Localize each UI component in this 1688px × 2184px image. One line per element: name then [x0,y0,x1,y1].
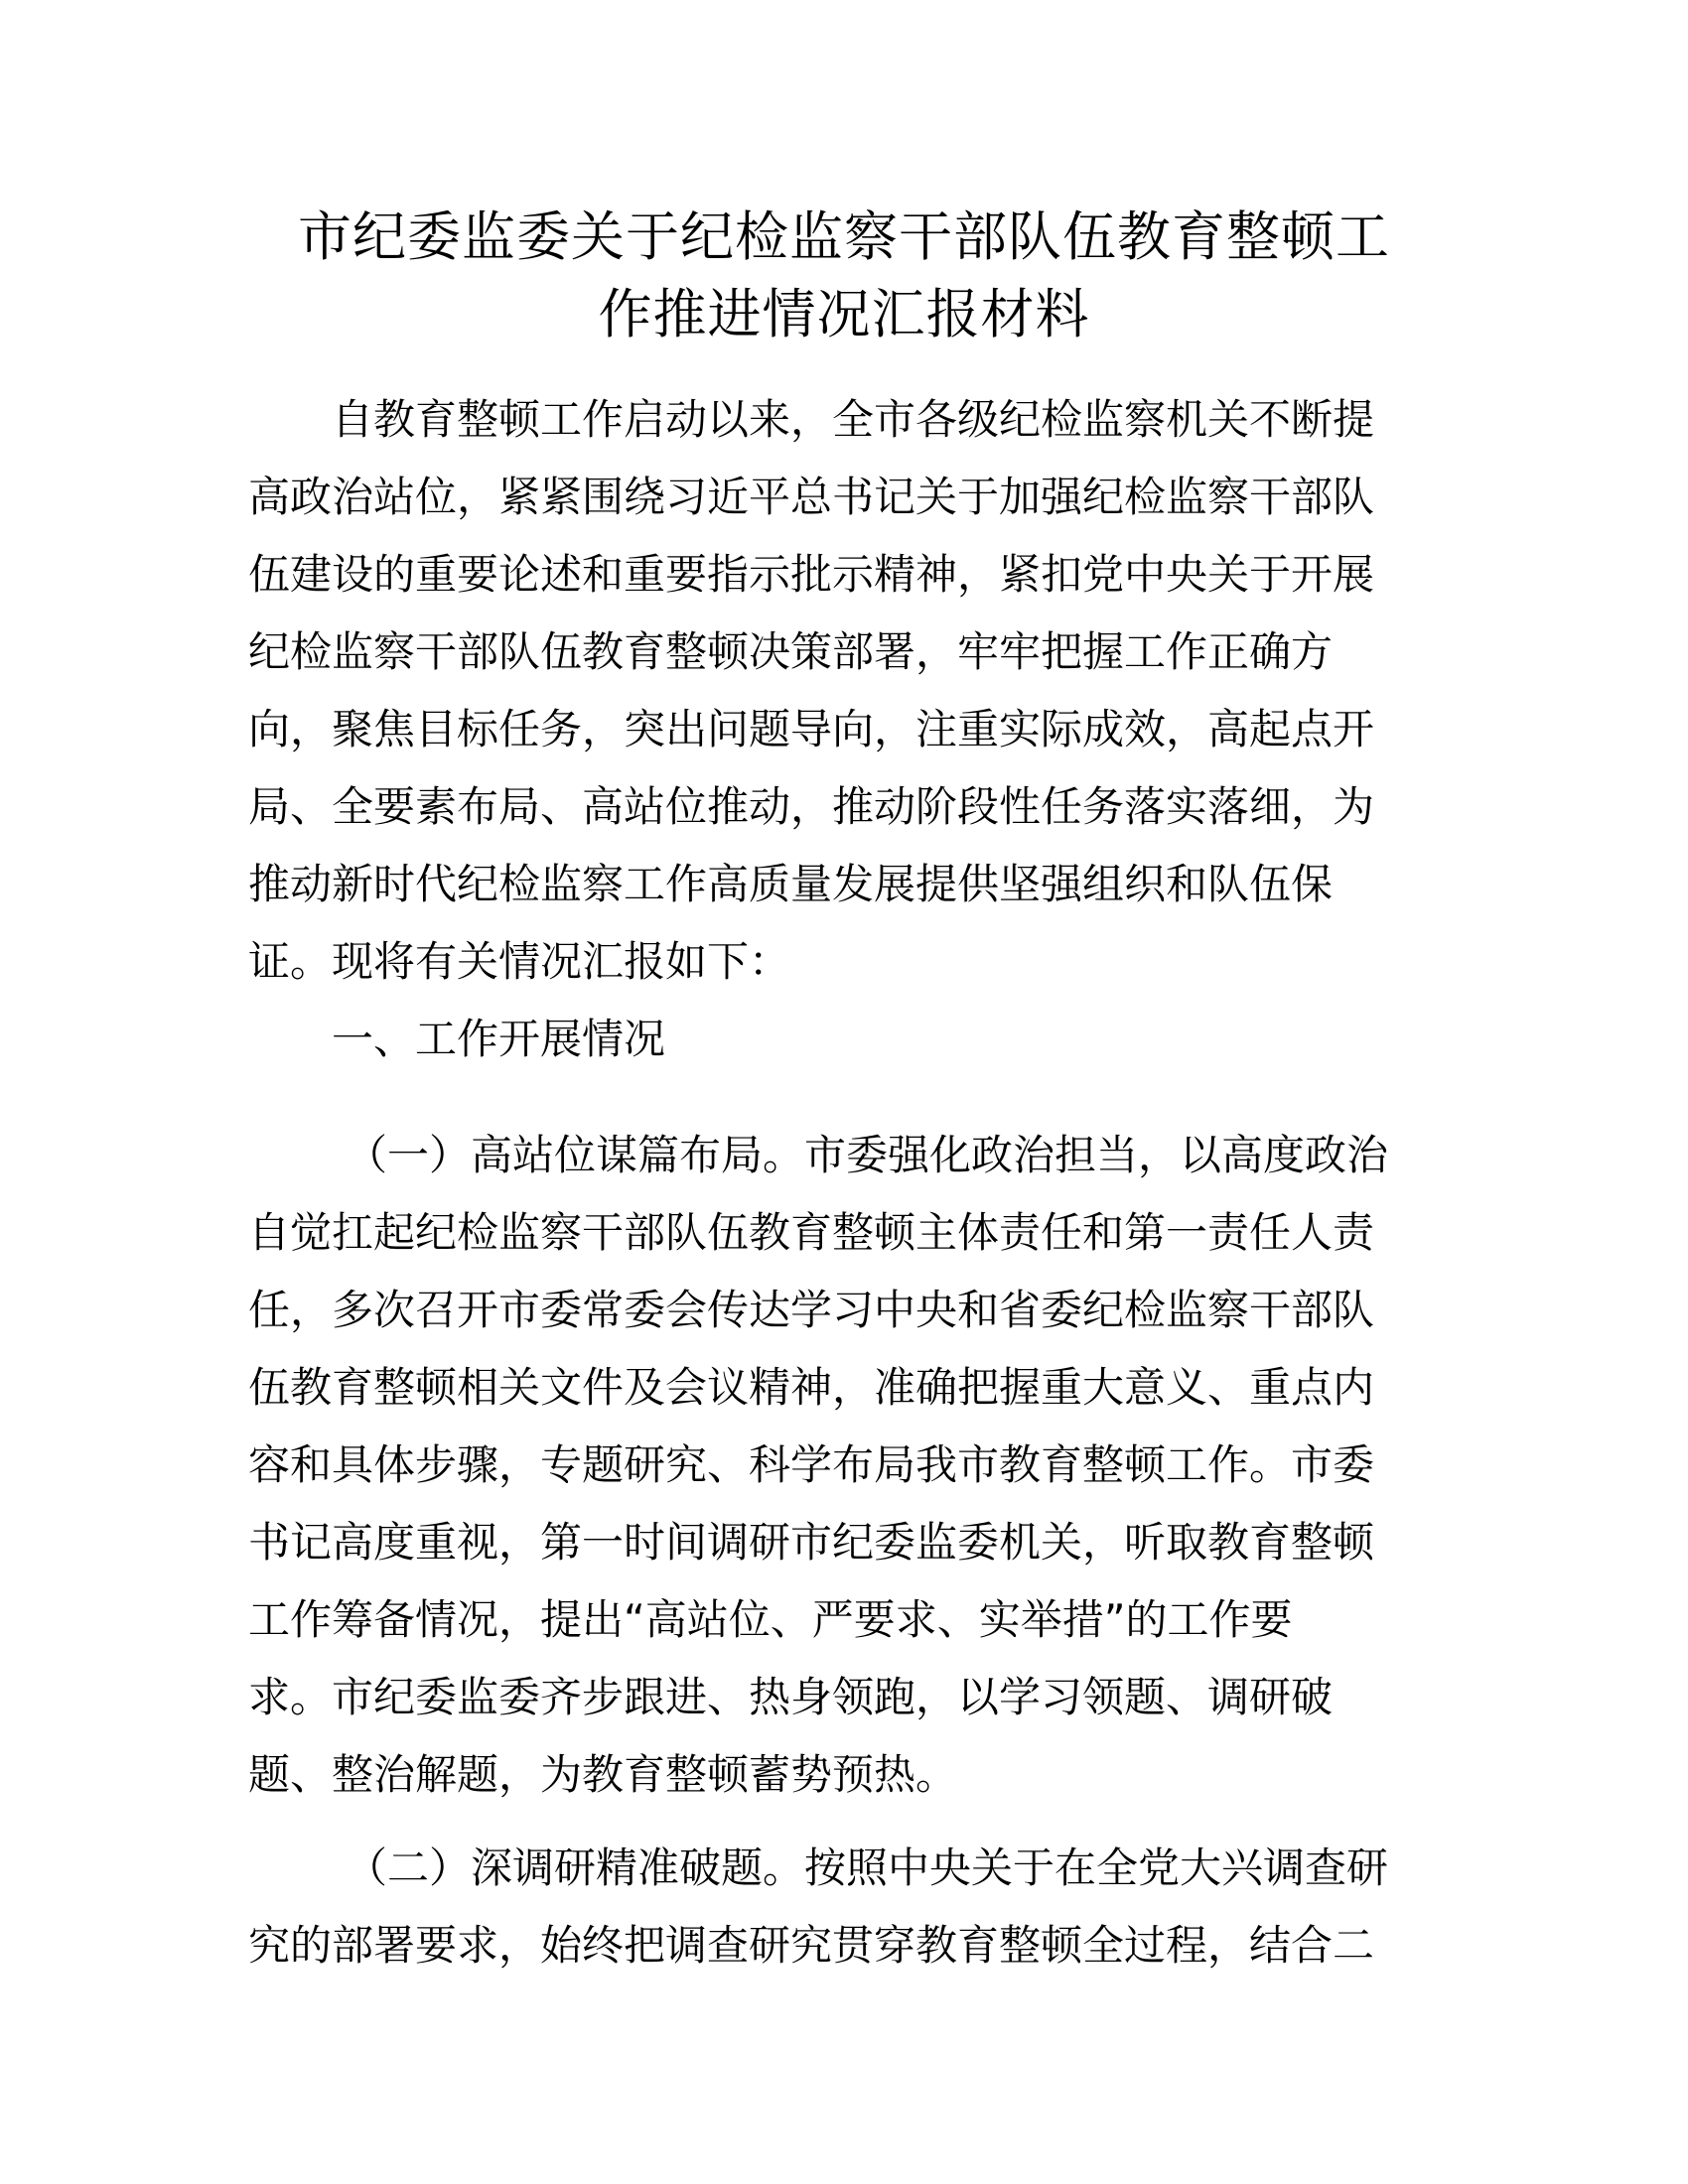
text-line: 纪检监察干部队伍教育整顿决策部署，牢牢把握工作正确方 [248,627,1334,676]
text-line: （二）深调研精准破题。按照中央关于在全党大兴调查研 [346,1843,1389,1892]
text-line: 伍教育整顿相关文件及会议精神，准确把握重大意义、重点内 [248,1363,1375,1412]
title-line-2: 作推进情况汇报材料 [598,283,1090,345]
text-line: 高政治站位，紧紧围绕习近平总书记关于加强纪检监察干部队 [248,473,1375,521]
paragraph-1 [248,1117,1440,1814]
text-line: （一）高站位谋篇布局。市委强化政治担当，以高度政治 [346,1131,1389,1179]
paragraph-2 [248,1830,1440,1984]
text-line: 任，多次召开市委常委会传达学习中央和省委纪检监察干部队 [248,1286,1375,1334]
intro-paragraph [248,381,1440,1001]
text-line: 推动新时代纪检监察工作高质量发展提供坚强组织和队伍保 [248,860,1334,908]
text-line: 向，聚焦目标任务，突出问题导向，注重实际成效，高起点开 [248,705,1375,753]
text-line: 自教育整顿工作启动以来，全市各级纪检监察机关不断提 [332,395,1375,444]
text-line: 工作筹备情况，提出“高站位、严要求、实举措”的工作要 [248,1595,1293,1644]
section-heading [248,1001,1440,1078]
document-title [248,199,1440,353]
text-line: 题、整治解题，为教育整顿蓄势预热。 [248,1750,958,1799]
text-line: 究的部署要求，始终把调查研究贯穿教育整顿全过程，结合二 [248,1921,1375,1970]
title-line-1: 市纪委监委关于纪检监察干部队伍教育整顿工 [298,205,1390,268]
heading-line: 一、工作开展情况 [332,1015,666,1063]
text-line: 伍建设的重要论述和重要指示批示精神，紧扣党中央关于开展 [248,550,1375,599]
text-line: 容和具体步骤，专题研究、科学布局我市教育整顿工作。市委 [248,1440,1375,1489]
text-line: 局、全要素布局、高站位推动，推动阶段性任务落实落细，为 [248,782,1375,831]
text-line: 求。市纪委监委齐步跟进、热身领跑，以学习领题、调研破 [248,1673,1334,1721]
text-line: 书记高度重视，第一时间调研市纪委监委机关，听取教育整顿 [248,1518,1375,1567]
text-line: 自觉扛起纪检监察干部队伍教育整顿主体责任和第一责任人责 [248,1208,1375,1257]
text-line: 证。现将有关情况汇报如下： [248,937,791,986]
